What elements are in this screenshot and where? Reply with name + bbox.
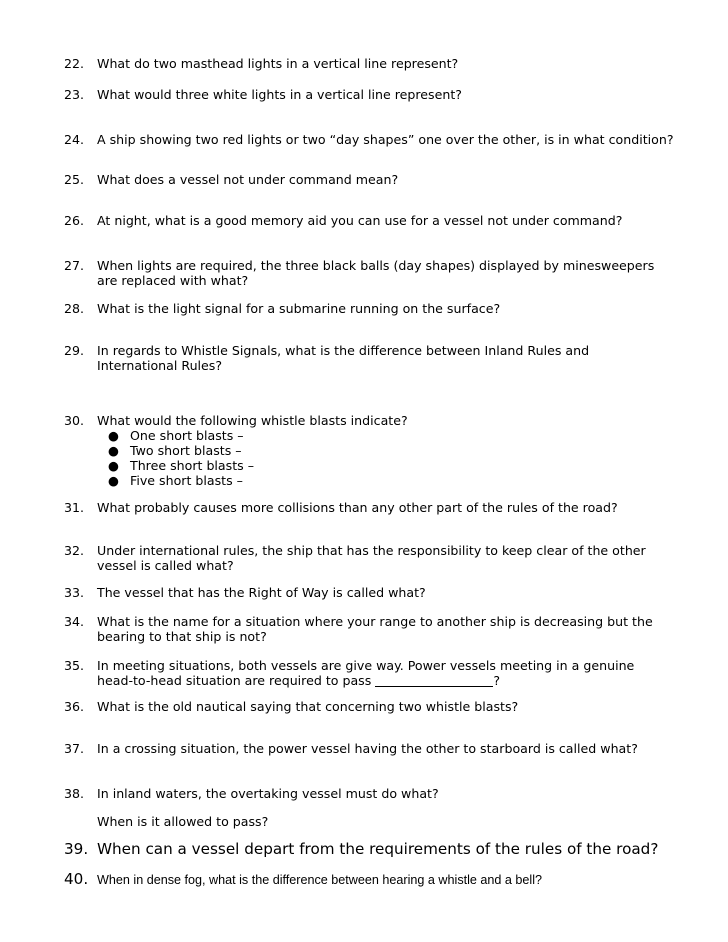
question-text: In meeting situations, both vessels are give way. Power vessels meeting in a genuine head-to-head situation are required to pass (97, 658, 635, 688)
question-22 (64, 56, 674, 71)
bullet-icon: ● (108, 458, 119, 473)
question-number: 34. (64, 614, 85, 629)
question-text: What is the light signal for a submarine running on the surface? (97, 301, 501, 316)
question-text: What would the following whistle blasts indicate? (97, 413, 408, 428)
question-39 (64, 840, 714, 858)
question-number: 27. (64, 258, 85, 273)
question-text: What is the name for a situation where your range to another ship is decreasing but the bearing to that ship is not? (97, 614, 653, 644)
list-item (108, 458, 674, 473)
question-40 (64, 870, 674, 888)
question-38 (64, 786, 674, 829)
question-text: What probably causes more collisions than any other part of the rules of the road? (97, 500, 618, 515)
question-number: 36. (64, 699, 85, 714)
question-30 (64, 413, 674, 488)
question-text: What would three white lights in a vertical line represent? (97, 87, 462, 102)
question-text: When can a vessel depart from the requirements of the rules of the road? (97, 840, 659, 858)
bullet-icon: ● (108, 428, 119, 443)
question-26 (64, 213, 674, 228)
question-35 (64, 658, 666, 688)
question-text: What does a vessel not under command mean? (97, 172, 399, 187)
question-text: In inland waters, the overtaking vessel must do what? (97, 786, 439, 801)
question-number: 33. (64, 585, 85, 600)
question-28 (64, 301, 674, 316)
list-item (108, 473, 674, 488)
question-text: What do two masthead lights in a vertical line represent? (97, 56, 459, 71)
question-31 (64, 500, 674, 515)
list-item (108, 443, 674, 458)
question-number: 24. (64, 132, 85, 147)
question-23 (64, 87, 674, 102)
question-text: A ship showing two red lights or two “day shapes” one over the other, is in what condition? (97, 132, 674, 147)
question-number: 39. (64, 840, 89, 858)
list-item (108, 428, 674, 443)
question-34 (64, 614, 654, 644)
question-text-end: ? (493, 673, 500, 688)
question-number: 22. (64, 56, 85, 71)
list-item-text: Two short blasts – (130, 443, 242, 458)
bullet-icon: ● (108, 473, 119, 488)
question-32 (64, 543, 654, 573)
question-29 (64, 343, 624, 373)
bullet-icon: ● (108, 443, 119, 458)
question-number: 25. (64, 172, 85, 187)
list-item-text: Five short blasts – (130, 473, 243, 488)
question-27 (64, 258, 664, 288)
question-followup: When is it allowed to pass? (97, 814, 269, 829)
question-24 (64, 132, 704, 147)
question-33 (64, 585, 674, 600)
question-number: 31. (64, 500, 85, 515)
question-text: Under international rules, the ship that has the responsibility to keep clear of the other vessel is called what? (97, 543, 646, 573)
question-25 (64, 172, 674, 187)
list-item-text: Three short blasts – (130, 458, 255, 473)
question-text: What is the old nautical saying that concerning two whistle blasts? (97, 699, 519, 714)
question-number: 38. (64, 786, 85, 801)
question-number: 30. (64, 413, 85, 428)
question-text: When in dense fog, what is the difference between hearing a whistle and a bell? (97, 873, 543, 887)
question-number: 37. (64, 741, 85, 756)
question-text: In regards to Whistle Signals, what is the difference between Inland Rules and International Rules? (97, 343, 590, 373)
question-text: The vessel that has the Right of Way is called what? (97, 585, 426, 600)
question-36 (64, 699, 674, 714)
answer-blank (375, 674, 493, 687)
list-item-text: One short blasts – (130, 428, 244, 443)
question-number: 26. (64, 213, 85, 228)
question-37 (64, 741, 704, 756)
question-number: 40. (64, 870, 89, 888)
question-text: In a crossing situation, the power vessel having the other to starboard is called what? (97, 741, 638, 756)
question-number: 28. (64, 301, 85, 316)
question-number: 23. (64, 87, 85, 102)
question-text: At night, what is a good memory aid you can use for a vessel not under command? (97, 213, 623, 228)
question-number: 35. (64, 658, 85, 673)
question-number: 29. (64, 343, 85, 358)
question-text: When lights are required, the three black balls (day shapes) displayed by minesweepers are replaced with what? (97, 258, 655, 288)
question-number: 32. (64, 543, 85, 558)
